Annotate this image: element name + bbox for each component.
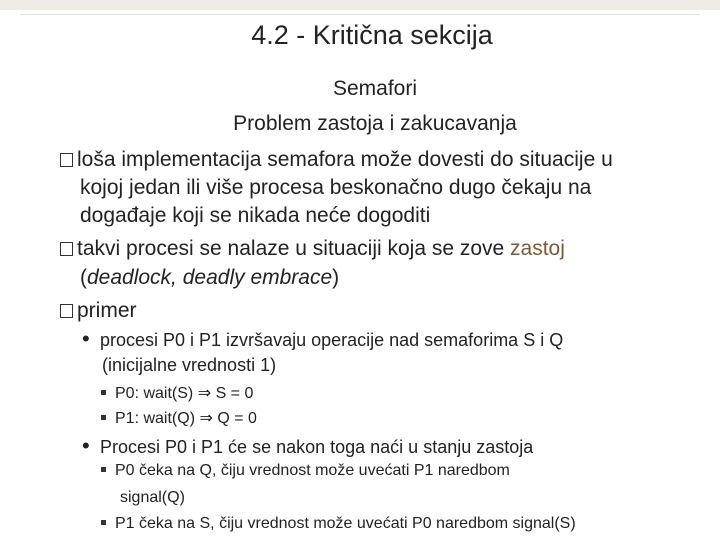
bullet-1-line-2: kojoj jedan ili više procesa beskonačno dugo čekaju na xyxy=(80,176,592,199)
slide-subtitle-problem: Problem zastoja i zakucavanja xyxy=(233,112,517,135)
top-decoration-bar xyxy=(0,0,720,10)
top-decoration-line xyxy=(20,14,700,15)
item-text: P0 čeka na Q, čiju vrednost može uvećati P1 naredbom xyxy=(115,462,510,479)
open-paren: ( xyxy=(80,266,87,289)
square-bullet-icon xyxy=(101,520,106,525)
slide-title: 4.2 - Kritična sekcija xyxy=(251,20,493,50)
item-text-a: P0: wait(S) xyxy=(115,385,194,402)
close-paren: ) xyxy=(332,266,340,289)
bullet-3-text: primer xyxy=(77,299,137,322)
sub-bullet-2-text: Procesi P0 i P1 će se nakon toga naći u stanju zastoja xyxy=(100,437,534,457)
checkbox-bullet-icon xyxy=(60,242,73,256)
bullet-2-text: takvi procesi se nalaze u situaciji koja se zove xyxy=(77,237,511,260)
square-bullet-icon xyxy=(101,390,106,395)
item-text-b: S = 0 xyxy=(215,385,254,402)
item-text-a: P1: wait(Q) xyxy=(115,410,196,427)
term-zastoj: zastoj xyxy=(510,237,565,260)
sub-bullet-1 xyxy=(82,326,563,352)
square-bullet-icon xyxy=(101,467,106,472)
sub-sub-bullet-2 xyxy=(101,408,257,428)
sub-sub-bullet-3-line-2: signal(Q) xyxy=(120,489,185,506)
bullet-2 xyxy=(60,234,565,263)
implies-arrow-icon: ⇒ xyxy=(197,385,212,402)
bullet-1-line-3: događaje koji se nikada neće dogoditi xyxy=(80,204,431,227)
sub-sub-bullet-4 xyxy=(101,515,576,533)
sub-bullet-2 xyxy=(82,433,533,459)
dot-bullet-icon: • xyxy=(82,326,90,351)
item-text: P1 čeka na S, čiju vrednost može uvećati P0 naredbom signal(S) xyxy=(115,515,576,532)
bullet-1 xyxy=(60,145,613,174)
sub-bullet-1-line-2: (inicijalne vrednosti 1) xyxy=(102,355,277,375)
bullet-1-text: loša implementacija semafora može dovesti do situacije u xyxy=(77,148,613,171)
checkbox-bullet-icon xyxy=(60,304,73,318)
square-bullet-icon xyxy=(101,415,106,420)
bullet-2-line-2 xyxy=(80,266,339,290)
slide-subtitle-semafori: Semafori xyxy=(332,77,418,100)
sub-sub-bullet-1 xyxy=(101,383,253,403)
implies-arrow-icon: ⇒ xyxy=(199,410,213,427)
checkbox-bullet-icon xyxy=(60,153,73,167)
dot-bullet-icon: • xyxy=(82,433,90,458)
sub-bullet-1-text: procesi P0 i P1 izvršavaju operacije nad semaforima S i Q xyxy=(100,330,564,350)
bullet-3 xyxy=(60,296,137,325)
sub-sub-bullet-3 xyxy=(101,462,510,480)
term-deadlock: deadlock, deadly embrace xyxy=(87,266,333,289)
item-text-b: Q = 0 xyxy=(217,410,257,427)
